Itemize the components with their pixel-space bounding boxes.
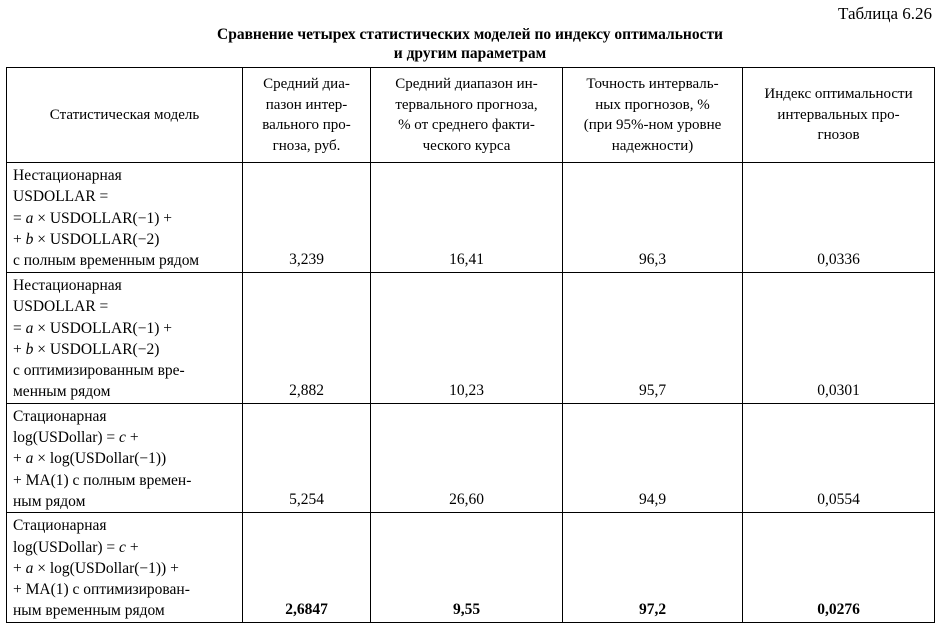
table-row (7, 403, 935, 512)
model-coefficient: b (25, 340, 34, 358)
range-pct-cell: 9,55 (371, 513, 563, 622)
model-cell (7, 513, 243, 622)
comparison-table (6, 67, 935, 623)
header-accuracy (563, 68, 743, 163)
model-line (13, 250, 238, 271)
model-line (13, 448, 238, 469)
model-line (13, 427, 238, 448)
model-line (13, 339, 238, 360)
header-row (7, 68, 935, 163)
range-pct-cell: 10,23 (371, 273, 563, 404)
model-text: ным временным рядом (13, 602, 165, 620)
range-pct-cell: 26,60 (371, 403, 563, 512)
model-coefficient: a (25, 319, 34, 337)
header-text-line: гнозов (817, 127, 860, 144)
model-text: + (13, 450, 26, 468)
model-line (13, 470, 238, 491)
model-text: × USDOLLAR(−2) (33, 340, 160, 358)
range-rub-cell: 2,882 (243, 273, 371, 404)
model-text: + (13, 230, 26, 248)
model-text: Стационарная (13, 517, 107, 535)
header-text-line: Средний диа- (263, 76, 350, 92)
model-text: × USDOLLAR(−1) + (33, 319, 172, 337)
index-cell: 0,0554 (743, 403, 935, 512)
model-coefficient: a (25, 450, 34, 468)
header-text-line: ческого курса (422, 137, 511, 154)
header-text-line: надежности) (611, 137, 694, 154)
accuracy-cell: 96,3 (563, 163, 743, 273)
header-text-line: Статистическая модель (49, 106, 200, 123)
model-text: × USDOLLAR(−2) (33, 230, 160, 248)
model-line (13, 275, 238, 296)
table-row (7, 163, 935, 273)
model-text: Нестационарная (13, 167, 122, 184)
header-text-line: вального про- (262, 117, 351, 133)
model-text: log(USDollar) = (13, 429, 120, 447)
model-line (13, 208, 238, 229)
table-number-label: Таблица 6.26 (838, 4, 932, 23)
table-row (7, 273, 935, 404)
table-caption-line-1: Сравнение четырех статистических моделей по индексу оптимальности (217, 26, 723, 43)
model-text: USDOLLAR = (13, 298, 109, 316)
model-line (13, 579, 238, 600)
model-text: = (13, 319, 26, 337)
model-text: с полным временным рядом (13, 252, 200, 270)
model-text: × log(USDollar(−1)) (33, 450, 167, 468)
accuracy-cell: 95,7 (563, 273, 743, 404)
model-text: = (13, 209, 26, 227)
model-text: с оптимизированным вре- (13, 362, 185, 380)
model-text: + (13, 340, 26, 358)
header-text-line: интервальных про- (777, 106, 900, 123)
model-line (13, 229, 238, 250)
accuracy-cell: 94,9 (563, 403, 743, 512)
model-cell (7, 403, 243, 512)
model-text: ным рядом (13, 492, 86, 510)
header-range-rub (243, 68, 371, 163)
model-coefficient: b (25, 230, 34, 248)
model-text: + MA(1) с оптимизирован- (13, 581, 190, 599)
model-text: + MA(1) с полным времен- (13, 471, 192, 489)
header-text-line: Средний диапазон ин- (395, 76, 538, 92)
index-cell: 0,0336 (743, 163, 935, 273)
header-text-line: % от среднего факти- (398, 117, 535, 133)
model-text: × log(USDollar(−1)) + (33, 559, 179, 577)
model-line (13, 296, 238, 317)
header-index (743, 68, 935, 163)
model-text: USDOLLAR = (13, 188, 109, 206)
range-rub-cell: 2,6847 (243, 513, 371, 622)
model-text: Стационарная (13, 407, 107, 425)
model-text: + (13, 559, 26, 577)
accuracy-cell: 97,2 (563, 513, 743, 622)
model-text: менным рядом (13, 383, 111, 401)
model-cell (7, 273, 243, 404)
model-line (13, 165, 238, 186)
table-body (7, 163, 935, 623)
range-pct-cell: 16,41 (371, 163, 563, 273)
model-line (13, 381, 238, 402)
index-cell: 0,0276 (743, 513, 935, 622)
header-text-line: пазон интер- (265, 96, 348, 113)
model-coefficient: c (119, 429, 126, 447)
table-row (7, 513, 935, 622)
index-cell: 0,0301 (743, 273, 935, 404)
model-cell (7, 163, 243, 273)
model-text: log(USDollar) = (13, 538, 120, 556)
model-coefficient: a (25, 209, 34, 227)
model-coefficient: c (119, 538, 126, 556)
model-text: × USDOLLAR(−1) + (33, 209, 172, 227)
model-line (13, 537, 238, 558)
model-line (13, 186, 238, 207)
model-text: + (125, 429, 139, 447)
header-text-line: гноза, руб. (272, 137, 341, 154)
model-line (13, 360, 238, 381)
model-text: Нестационарная (13, 277, 122, 294)
model-line (13, 406, 238, 427)
model-line (13, 491, 238, 512)
range-rub-cell: 3,239 (243, 163, 371, 273)
model-text: + (125, 538, 139, 556)
header-text-line: Индекс оптимальности (764, 86, 913, 103)
model-coefficient: a (25, 559, 34, 577)
header-text-line: ных прогнозов, % (595, 96, 710, 113)
header-text-line: (при 95%-ном уровне (583, 117, 722, 133)
model-line (13, 558, 238, 579)
range-rub-cell: 5,254 (243, 403, 371, 512)
model-line (13, 515, 238, 536)
header-text-line: Точность интерваль- (586, 76, 719, 92)
header-model (7, 68, 243, 163)
table-caption-line-2: и другим параметрам (393, 45, 547, 62)
model-line (13, 600, 238, 621)
model-line (13, 318, 238, 339)
header-text-line: тервального прогноза, (395, 96, 538, 113)
header-range-pct (371, 68, 563, 163)
